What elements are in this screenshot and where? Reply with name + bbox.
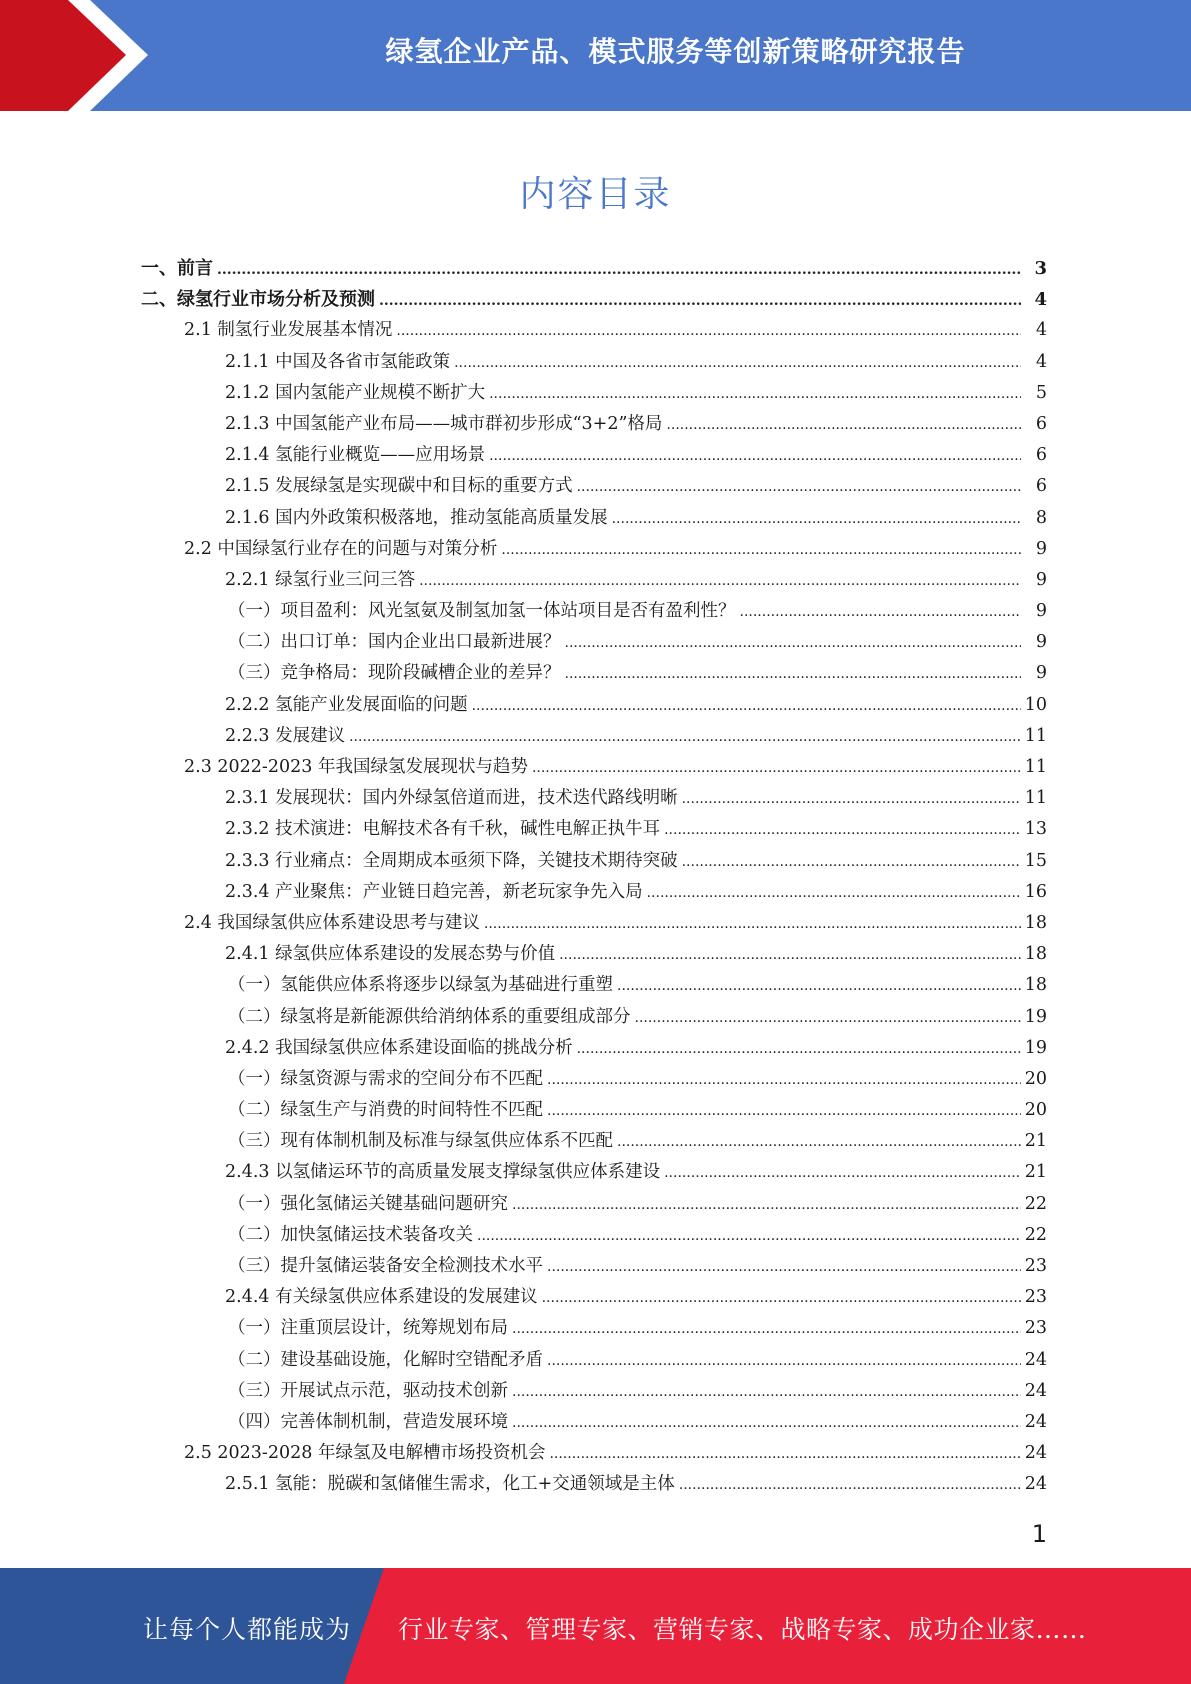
toc-entry[interactable] [0, 1376, 1191, 1407]
toc-entry[interactable] [0, 783, 1191, 814]
toc-entry-page: 11 [1024, 757, 1047, 777]
toc-dot-leader [489, 441, 1021, 472]
toc-dot-leader [617, 1127, 1021, 1158]
toc-entry-page: 20 [1024, 1068, 1047, 1089]
toc-dot-leader [664, 815, 1021, 846]
toc-dot-leader [217, 255, 1021, 286]
toc-dot-leader [454, 348, 1021, 379]
report-header [0, 0, 1191, 111]
toc-entry-page: 6 [1035, 413, 1047, 434]
toc-entry-page: 19 [1024, 1037, 1047, 1058]
toc-entry-page: 10 [1024, 694, 1047, 715]
toc-entry-title: （三）提升氢储运装备安全检测技术水平 [228, 1256, 543, 1276]
toc-entry[interactable] [0, 1469, 1191, 1500]
toc-dot-leader [682, 784, 1021, 815]
toc-entry-title: 2.1.2 国内氢能产业规模不断扩大 [225, 382, 486, 403]
toc-entry-title: 2.3 2022-2023 年我国绿氢发展现状与趋势 [184, 757, 528, 777]
toc-entry-title: 一、前言 [141, 258, 213, 279]
toc-entry-title: 2.4.2 我国绿氢供应体系建设面临的挑战分析 [225, 1037, 573, 1058]
toc-dot-leader [547, 1252, 1021, 1283]
toc-entry-title: 2.5 2023-2028 年绿氢及电解槽市场投资机会 [184, 1443, 546, 1464]
toc-entry-title: 2.4.1 绿氢供应体系建设的发展态势与价值 [225, 944, 556, 965]
toc-dot-leader [396, 316, 1021, 347]
toc-entry-title: 2.1.6 国内外政策积极落地，推动氢能高质量发展 [225, 507, 608, 528]
footer-slogan-right: 行业专家、管理专家、营销专家、战略专家、成功企业家…… [398, 1615, 1087, 1644]
toc-entry-title: （三）现有体制机制及标准与绿氢供应体系不匹配 [228, 1131, 613, 1152]
toc-entry-page: 3 [1034, 258, 1047, 279]
toc-entry[interactable] [0, 1438, 1191, 1469]
toc-entry[interactable] [0, 970, 1191, 1001]
toc-entry-title: 2.4 我国绿氢供应体系建设思考与建议 [184, 912, 480, 933]
toc-entry[interactable] [0, 1251, 1191, 1282]
toc-entry[interactable] [0, 471, 1191, 502]
toc-dot-leader [477, 1221, 1021, 1252]
toc-entry-page: 22 [1024, 1193, 1047, 1214]
toc-entry-page: 5 [1035, 382, 1047, 403]
footer-slogan-left: 让每个人都能成为 [143, 1615, 352, 1644]
toc-entry-title: （一）项目盈利：风光氢氨及制氢加氢一体站项目是否有盈利性？ [228, 601, 736, 622]
toc-entry-title: 2.1.3 中国氢能产业布局——城市群初步形成“3+2”格局 [225, 413, 663, 434]
toc-entry-page: 15 [1024, 850, 1047, 871]
toc-entry-page: 24 [1024, 1349, 1047, 1370]
toc-entry-title: 2.2.3 发展建议 [225, 725, 346, 746]
toc-entry[interactable] [0, 752, 1191, 783]
toc-dot-leader [547, 1096, 1021, 1127]
toc-dot-leader [647, 878, 1021, 909]
toc-entry[interactable] [0, 284, 1191, 315]
toc-dot-leader [565, 659, 1022, 690]
toc-dot-leader [559, 940, 1021, 971]
toc-entry-title: 2.3.3 行业痛点：全周期成本亟须下降，关键技术期待突破 [225, 850, 678, 871]
toc-entry[interactable] [0, 1313, 1191, 1344]
toc-dot-leader [512, 1408, 1021, 1439]
toc-entry-page: 11 [1024, 725, 1047, 746]
toc-entry[interactable] [0, 846, 1191, 877]
toc-entry-title: （一）强化氢储运关键基础问题研究 [228, 1193, 508, 1214]
toc-entry-page: 24 [1024, 1411, 1047, 1432]
toc-entry-title: 2.1 制氢行业发展基本情况 [184, 320, 393, 341]
toc-dot-leader [679, 1470, 1021, 1501]
toc-entry-title: （一）注重顶层设计，统筹规划布局 [228, 1318, 508, 1339]
toc-dot-leader [664, 1158, 1021, 1189]
toc-dot-leader [419, 566, 1021, 597]
toc-entry-page: 9 [1035, 569, 1047, 590]
toc-dot-leader [547, 1065, 1021, 1096]
toc-entry[interactable] [0, 658, 1191, 689]
toc-entry-page: 6 [1035, 476, 1047, 497]
toc-entry-title: （一）氢能供应体系将逐步以绿氢为基础进行重塑 [228, 975, 613, 996]
toc-dot-leader [577, 472, 1021, 503]
toc-entry[interactable] [0, 440, 1191, 471]
toc-dot-leader [549, 1439, 1021, 1470]
toc-entry-page: 23 [1024, 1256, 1047, 1276]
toc-entry-title: 2.4.4 有关绿氢供应体系建设的发展建议 [225, 1287, 538, 1308]
toc-dot-leader [612, 504, 1021, 535]
toc-entry[interactable] [0, 596, 1191, 627]
toc-entry-title: （二）绿氢生产与消费的时间特性不匹配 [228, 1100, 543, 1121]
toc-entry-page: 18 [1024, 912, 1047, 933]
toc-dot-leader [472, 691, 1021, 722]
toc-entry[interactable] [0, 1345, 1191, 1376]
toc-entry-page: 9 [1035, 632, 1047, 653]
toc-entry-title: 二、绿氢行业市场分析及预测 [141, 289, 375, 311]
toc-entry[interactable] [0, 1189, 1191, 1220]
toc-entry[interactable] [0, 1282, 1191, 1313]
toc-entry[interactable] [0, 721, 1191, 752]
toc-dot-leader [740, 597, 1022, 628]
toc-entry[interactable] [0, 347, 1191, 378]
toc-dot-leader [512, 1190, 1021, 1221]
toc-entry-title: 2.1.1 中国及各省市氢能政策 [225, 351, 451, 372]
toc-entry-title: 2.2.1 绿氢行业三问三答 [225, 569, 416, 590]
toc-dot-leader [501, 535, 1021, 566]
toc-dot-leader [666, 410, 1021, 441]
report-footer [0, 1568, 1191, 1684]
toc-entry-page: 9 [1035, 601, 1047, 622]
toc-dot-leader [349, 722, 1021, 753]
toc-entry-title: （四）完善体制机制，营造发展环境 [228, 1411, 508, 1432]
toc-dot-leader [542, 1283, 1021, 1314]
toc-dot-leader [512, 1377, 1021, 1408]
toc-dot-leader [379, 286, 1021, 317]
toc-entry[interactable] [0, 939, 1191, 970]
toc-entry-title: （一）绿氢资源与需求的空间分布不匹配 [228, 1068, 543, 1089]
toc-entry-title: （三）竞争格局：现阶段碱槽企业的差异？ [228, 663, 561, 684]
toc-entry-page: 18 [1024, 944, 1047, 965]
toc-dot-leader [547, 1346, 1021, 1377]
toc-entry-page: 8 [1035, 507, 1047, 528]
toc-entry-title: 2.2 中国绿氢行业存在的问题与对策分析 [184, 538, 498, 559]
toc-entry-page: 22 [1024, 1224, 1047, 1245]
toc-entry[interactable] [0, 1157, 1191, 1188]
toc-dot-leader [484, 909, 1021, 940]
toc-entry-page: 4 [1034, 289, 1047, 311]
toc-entry[interactable] [0, 253, 1191, 284]
toc-entry[interactable] [0, 1220, 1191, 1251]
toc-entry-page: 24 [1024, 1443, 1047, 1464]
toc-entry-title: 2.5.1 氢能：脱碳和氢储催生需求，化工+交通领域是主体 [225, 1474, 675, 1495]
toc-entry[interactable] [0, 1002, 1191, 1033]
toc-entry[interactable] [0, 1033, 1191, 1064]
toc-dot-leader [512, 1314, 1021, 1345]
page-number: 1 [1031, 1520, 1047, 1548]
toc-entry[interactable] [0, 503, 1191, 534]
toc-dot-leader [565, 628, 1022, 659]
toc-entry-page: 24 [1024, 1474, 1047, 1495]
toc-dot-leader [577, 1034, 1021, 1065]
report-title: 绿氢企业产品、模式服务等创新策略研究报告 [385, 35, 966, 68]
toc-entry-title: 2.1.4 氢能行业概览——应用场景 [225, 445, 486, 466]
toc-entry[interactable] [0, 908, 1191, 939]
toc-entry-title: 2.3.4 产业聚焦：产业链日趋完善，新老玩家争先入局 [225, 881, 643, 902]
toc-entry[interactable] [0, 315, 1191, 346]
toc-dot-leader [682, 847, 1021, 878]
toc-entry[interactable] [0, 409, 1191, 440]
toc-entry-title: （三）开展试点示范，驱动技术创新 [228, 1380, 508, 1401]
toc-entry[interactable] [0, 378, 1191, 409]
toc-dot-leader [617, 971, 1021, 1002]
toc-entry-page: 23 [1024, 1318, 1047, 1339]
toc-entry-page: 9 [1035, 663, 1047, 684]
toc-entry[interactable] [0, 1126, 1191, 1157]
toc-heading: 内容目录 [519, 174, 672, 215]
toc-entry-page: 21 [1024, 1162, 1047, 1183]
toc-entry-page: 11 [1024, 788, 1047, 809]
toc-entry-page: 18 [1024, 975, 1047, 996]
toc-entry[interactable] [0, 1095, 1191, 1126]
toc-entry-title: 2.4.3 以氢储运环节的高质量发展支撑绿氢供应体系建设 [225, 1162, 661, 1183]
toc-entry[interactable] [0, 814, 1191, 845]
toc-entry[interactable] [0, 534, 1191, 565]
toc-dot-leader [532, 753, 1021, 784]
toc-entry-page: 4 [1035, 351, 1047, 372]
toc-entry-title: 2.2.2 氢能产业发展面临的问题 [225, 694, 468, 715]
toc-entry-page: 21 [1024, 1131, 1047, 1152]
toc-entry-page: 9 [1035, 538, 1047, 559]
toc-entry-title: 2.3.1 发展现状：国内外绿氢倍道而进，技术迭代路线明晰 [225, 788, 678, 809]
toc-entry[interactable] [0, 1407, 1191, 1438]
table-of-contents [0, 253, 1191, 1501]
toc-entry-page: 16 [1024, 881, 1047, 902]
toc-dot-leader [635, 1003, 1022, 1034]
toc-entry[interactable] [0, 1064, 1191, 1095]
toc-entry-title: （二）建设基础设施，化解时空错配矛盾 [228, 1349, 543, 1370]
toc-entry-title: （二）出口订单：国内企业出口最新进展？ [228, 632, 561, 653]
toc-entry-page: 24 [1024, 1380, 1047, 1401]
toc-entry-title: （二）加快氢储运技术装备攻关 [228, 1224, 473, 1245]
toc-entry-page: 19 [1024, 1006, 1047, 1027]
toc-entry-page: 13 [1024, 819, 1047, 840]
toc-entry[interactable] [0, 877, 1191, 908]
toc-entry-title: （二）绿氢将是新能源供给消纳体系的重要组成部分 [228, 1006, 631, 1027]
toc-dot-leader [489, 379, 1021, 410]
toc-entry-page: 4 [1035, 320, 1047, 341]
toc-entry-page: 6 [1035, 445, 1047, 466]
toc-entry[interactable] [0, 627, 1191, 658]
toc-entry-page: 20 [1024, 1100, 1047, 1121]
toc-entry-title: 2.1.5 发展绿氢是实现碳中和目标的重要方式 [225, 476, 573, 497]
toc-entry[interactable] [0, 690, 1191, 721]
toc-entry-title: 2.3.2 技术演进：电解技术各有千秋，碱性电解正执牛耳 [225, 819, 661, 840]
toc-entry[interactable] [0, 565, 1191, 596]
toc-entry-page: 23 [1024, 1287, 1047, 1308]
